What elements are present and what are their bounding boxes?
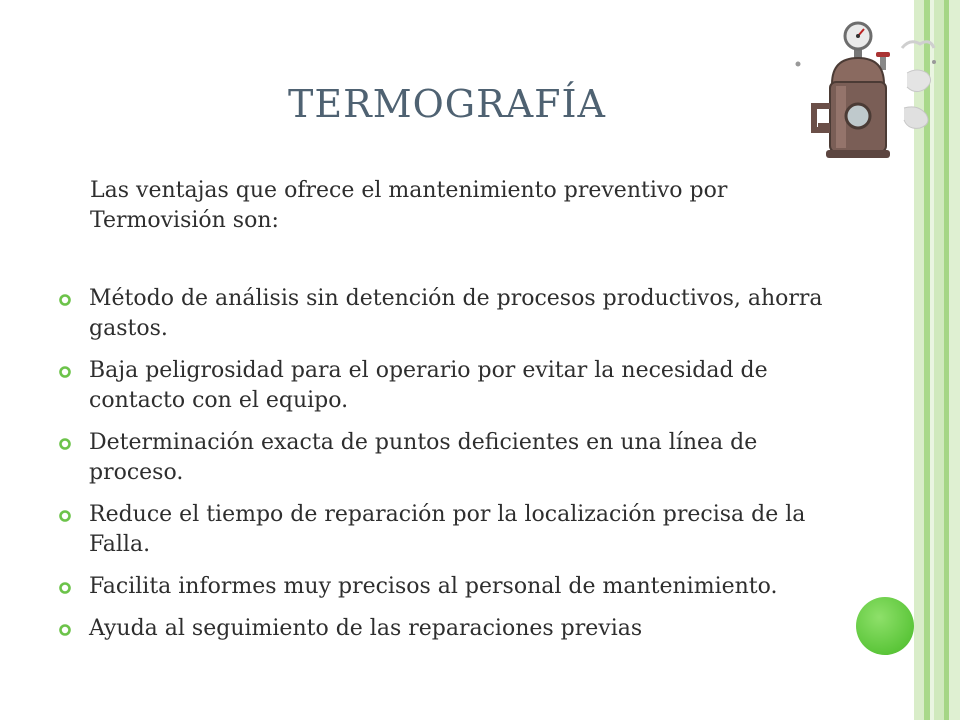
list-item-text: Facilita informes muy precisos al personal de mantenimiento. [89,574,778,599]
list-item [58,356,858,416]
list-item-text: Ayuda al seguimiento de las reparaciones previas [89,616,643,641]
list-item-text: Baja peligrosidad para el operario por evitar la necesidad de contacto con el equipo. [89,358,768,413]
intro-paragraph: Las ventajas que ofrece el mantenimiento preventivo por Termovisión son: [90,178,728,233]
list-item [58,614,858,644]
list-item-text: Método de análisis sin detención de procesos productivos, ahorra gastos. [89,286,823,341]
boiler-gauge-icon [792,18,942,168]
list-item [58,500,858,560]
list-item-text: Determinación exacta de puntos deficientes en una línea de proceso. [89,430,758,485]
list-item [58,284,858,344]
list-item [58,572,858,602]
ring-bullet-icon [58,623,72,637]
advantages-list [58,284,858,656]
list-item-text: Reduce el tiempo de reparación por la localización precisa de la Falla. [89,502,806,557]
slide-title: TERMOGRAFÍA [288,82,606,126]
list-item [58,428,858,488]
ring-bullet-icon [58,509,72,523]
ring-bullet-icon [58,581,72,595]
ring-bullet-icon [58,365,72,379]
green-circle-decoration [856,597,914,655]
ring-bullet-icon [58,437,72,451]
ring-bullet-icon [58,293,72,307]
